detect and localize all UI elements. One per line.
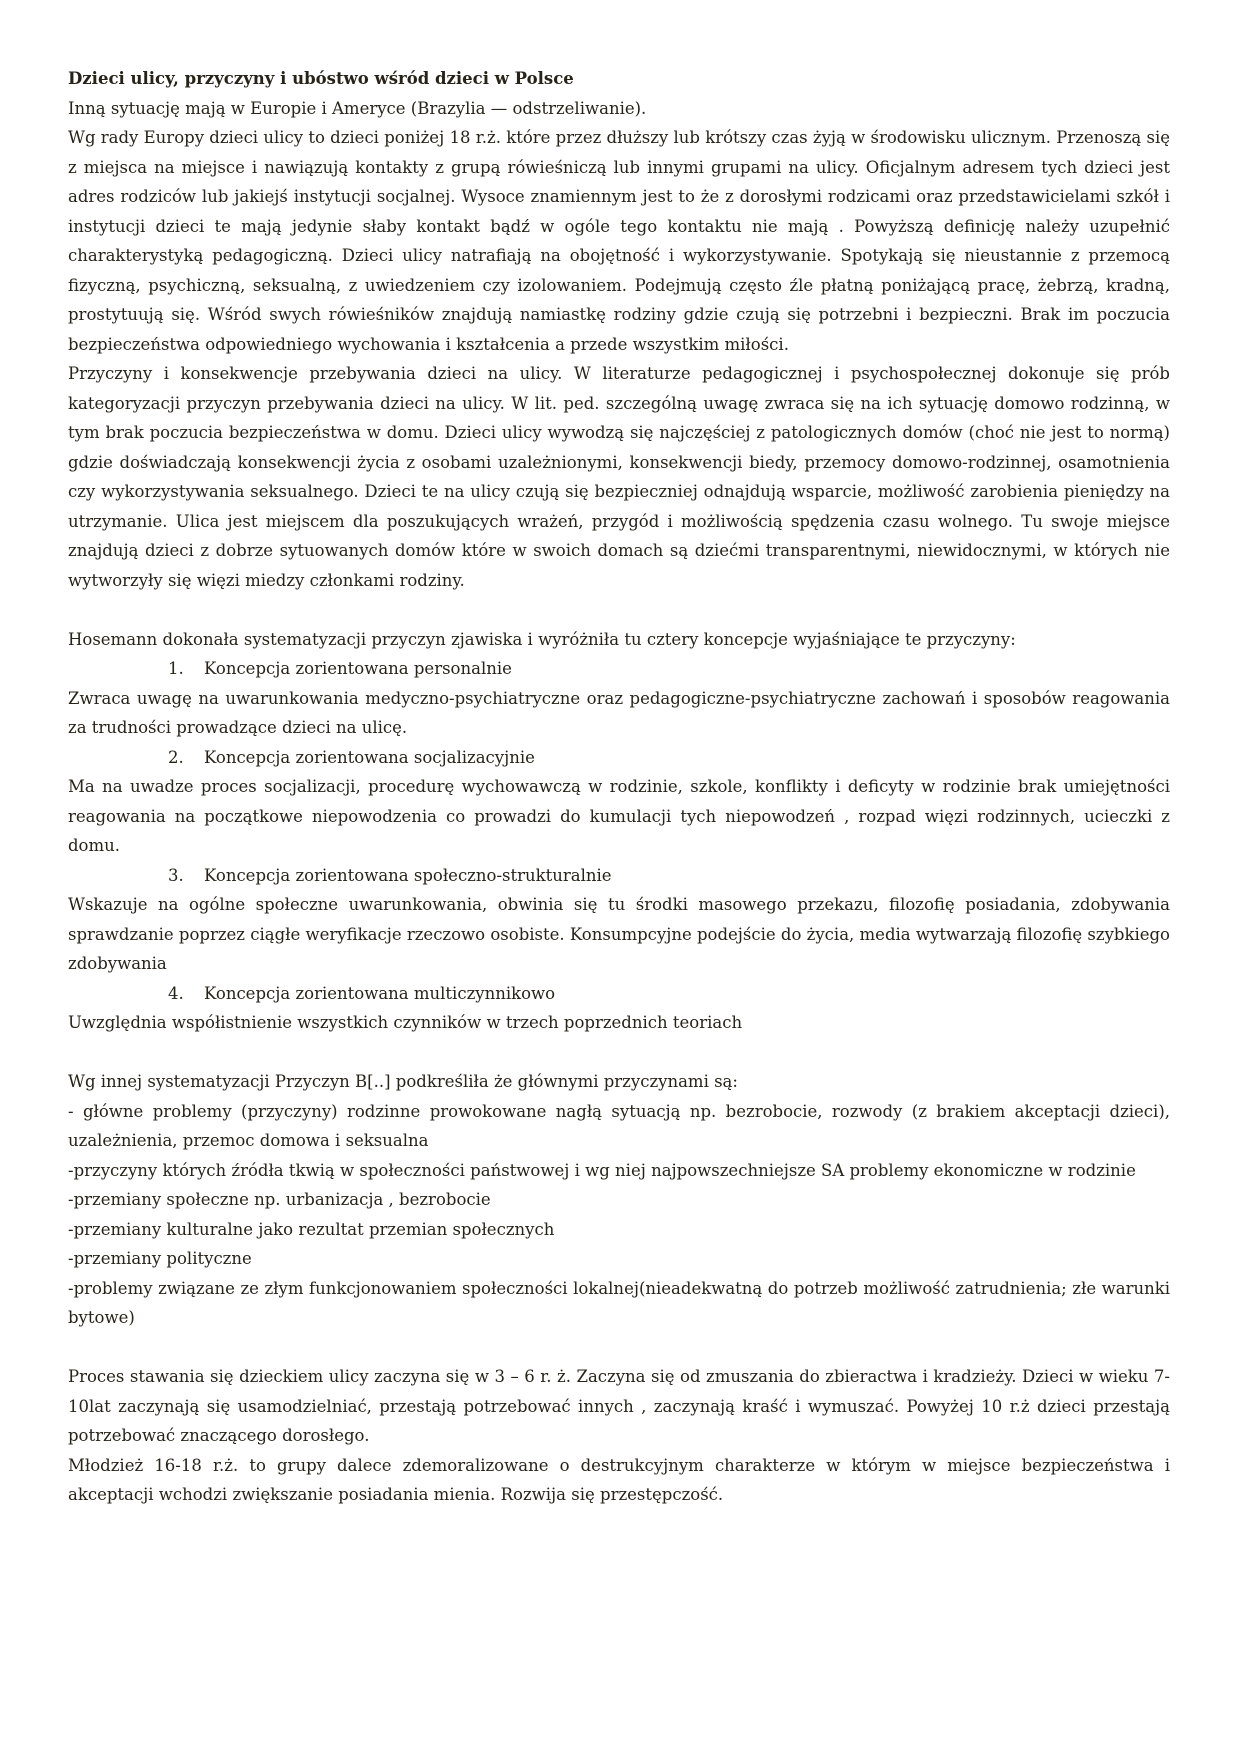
paragraph: Hosemann dokonała systematyzacji przyczyn zjawiska i wyróżniła tu cztery koncepcje wyjaśniające te przyczyny: xyxy=(68,629,1016,649)
numbered-list-item xyxy=(68,654,1170,684)
paragraph: Wskazuje na ogólne społeczne uwarunkowania, obwinia się tu środki masowego przekazu, filozofię posiadania, zdobywania sprawdzanie poprzez ciągłe weryfikacje rzeczowo osobiste. Konsumpcyjne podejście do życia, media wytwarzają filozofię szybkiego zdobywania xyxy=(68,895,1170,973)
list-item-label: Koncepcja zorientowana społeczno-strukturalnie xyxy=(204,865,612,885)
paragraph: Proces stawania się dzieckiem ulicy zaczyna się w 3 – 6 r. ż. Zaczyna się od zmuszania do zbieractwa i kradzieży. Dzieci w wieku 7-10lat zaczynają się usamodzielniać, przestają potrzebować innych , zaczynają kraść i wymuszać. Powyżej 10 r.ż dzieci przestają potrzebować znaczącego dorosłego. xyxy=(68,1367,1170,1445)
paragraph: Uwzględnia współistnienie wszystkich czynników w trzech poprzednich teoriach xyxy=(68,1013,743,1032)
list-item-number: 4. xyxy=(168,983,184,1003)
paragraph: -przemiany kulturalne jako rezultat przemian społecznych xyxy=(68,1219,555,1239)
list-item-label: Koncepcja zorientowana personalnie xyxy=(204,659,512,678)
paragraph: - główne problemy (przyczyny) rodzinne prowokowane nagłą sytuacją np. bezrobocie, rozwody (z brakiem akceptacji dzieci), uzależnienia, przemoc domowa i seksualna xyxy=(68,1101,1170,1150)
blank-line xyxy=(68,595,1170,625)
list-item-number: 3. xyxy=(168,865,184,885)
list-item-number: 2. xyxy=(168,747,184,767)
paragraph: -przemiany społeczne np. urbanizacja , bezrobocie xyxy=(68,1190,491,1209)
paragraph: -przyczyny których źródła tkwią w społeczności państwowej i wg niej najpowszechniejsze SA problemy ekonomiczne w rodzinie xyxy=(68,1160,1136,1180)
numbered-list-item xyxy=(68,743,1170,773)
paragraph: Zwraca uwagę na uwarunkowania medyczno-psychiatryczne oraz pedagogiczne-psychiatryczne zachowań i sposobów reagowania za trudności prowadzące dzieci na ulicę. xyxy=(68,688,1170,737)
blank-line xyxy=(68,1038,1170,1068)
paragraph: Ma na uwadze proces socjalizacji, procedurę wychowawczą w rodzinie, szkole, konflikty i deficyty w rodzinie brak umiejętności reagowania na początkowe niepowodzenia co prowadzi do kumulacji tych niepowodzeń , rozpad więzi rodzinnych, ucieczki z domu. xyxy=(68,777,1170,855)
paragraph: Młodzież 16-18 r.ż. to grupy dalece zdemoralizowane o destrukcyjnym charakterze w którym w miejsce bezpieczeństwa i akceptacji wchodzi zwiększanie posiadania mienia. Rozwija się przestępczość. xyxy=(68,1455,1170,1504)
list-item-label: Koncepcja zorientowana multiczynnikowo xyxy=(204,983,556,1003)
list-item-label: Koncepcja zorientowana socjalizacyjnie xyxy=(204,747,535,767)
paragraph: Przyczyny i konsekwencje przebywania dzieci na ulicy. W literaturze pedagogicznej i psychospołecznej dokonuje się prób kategoryzacji przyczyn przebywania dzieci na ulicy. W lit. ped. szczególną uwagę zwraca się na ich sytuację domowo rodzinną, w tym brak poczucia bezpieczeństwa w domu. Dzieci ulicy wywodzą się najczęściej z patologicznych domów (choć nie jest to normą) gdzie doświadczają konsekwencji życia z osobami uzależnionymi, konsekwencji biedy, przemocy domowo-rodzinnej, osamotnienia czy wykorzystywania seksualnego. Dzieci te na ulicy czują się bezpieczniej odnajdują wsparcie, możliwość zarobienia pieniędzy na utrzymanie. Ulica jest miejscem dla poszukujących wrażeń, przygód i możliwością spędzenia czasu wolnego. Tu swoje miejsce znajdują dzieci z dobrze sytuowanych domów które w swoich domach są dziećmi transparentnymi, niewidocznymi, w których nie wytworzyły się więzi miedzy członkami rodziny. xyxy=(68,364,1170,590)
document-content xyxy=(68,64,1170,1510)
numbered-list-item xyxy=(68,861,1170,891)
document-title: Dzieci ulicy, przyczyny i ubóstwo wśród dzieci w Polsce xyxy=(68,69,574,88)
blank-line xyxy=(68,1333,1170,1363)
paragraph: Wg rady Europy dzieci ulicy to dzieci poniżej 18 r.ż. które przez dłuższy lub krótszy czas żyją w środowisku ulicznym. Przenoszą się z miejsca na miejsce i nawiązują kontakty z grupą rówieśniczą lub innymi grupami na ulicy. Oficjalnym adresem tych dzieci jest adres rodziców lub jakiejś instytucji socjalnej. Wysoce znamiennym jest to że z dorosłymi rodzicami oraz przedstawicielami szkół i instytucji dzieci te mają jedynie słaby kontakt bądź w ogóle tego kontaktu nie mają . Powyższą definicję należy uzupełnić charakterystyką pedagogiczną. Dzieci ulicy natrafiają na obojętność i wykorzystywanie. Spotykają się nieustannie z przemocą fizyczną, psychiczną, seksualną, z uwiedzeniem czy izolowaniem. Podejmują często źle płatną poniżającą pracę, żebrzą, kradną, prostytuują się. Wśród swych rówieśników znajdują namiastkę rodziny gdzie czują się potrzebni i bezpieczni. Brak im poczucia bezpieczeństwa odpowiedniego wychowania i kształcenia a przede wszystkim miłości. xyxy=(68,128,1170,354)
list-item-number: 1. xyxy=(168,659,184,678)
paragraph: Wg innej systematyzacji Przyczyn B[..] podkreśliła że głównymi przyczynami są: xyxy=(68,1072,738,1091)
paragraph: Inną sytuację mają w Europie i Ameryce (Brazylia — odstrzeliwanie). xyxy=(68,98,647,118)
numbered-list-item xyxy=(68,979,1170,1009)
paragraph: -przemiany polityczne xyxy=(68,1249,252,1268)
paragraph: -problemy związane ze złym funkcjonowaniem społeczności lokalnej(nieadekwatną do potrzeb możliwość zatrudnienia; złe warunki bytowe) xyxy=(68,1278,1170,1327)
